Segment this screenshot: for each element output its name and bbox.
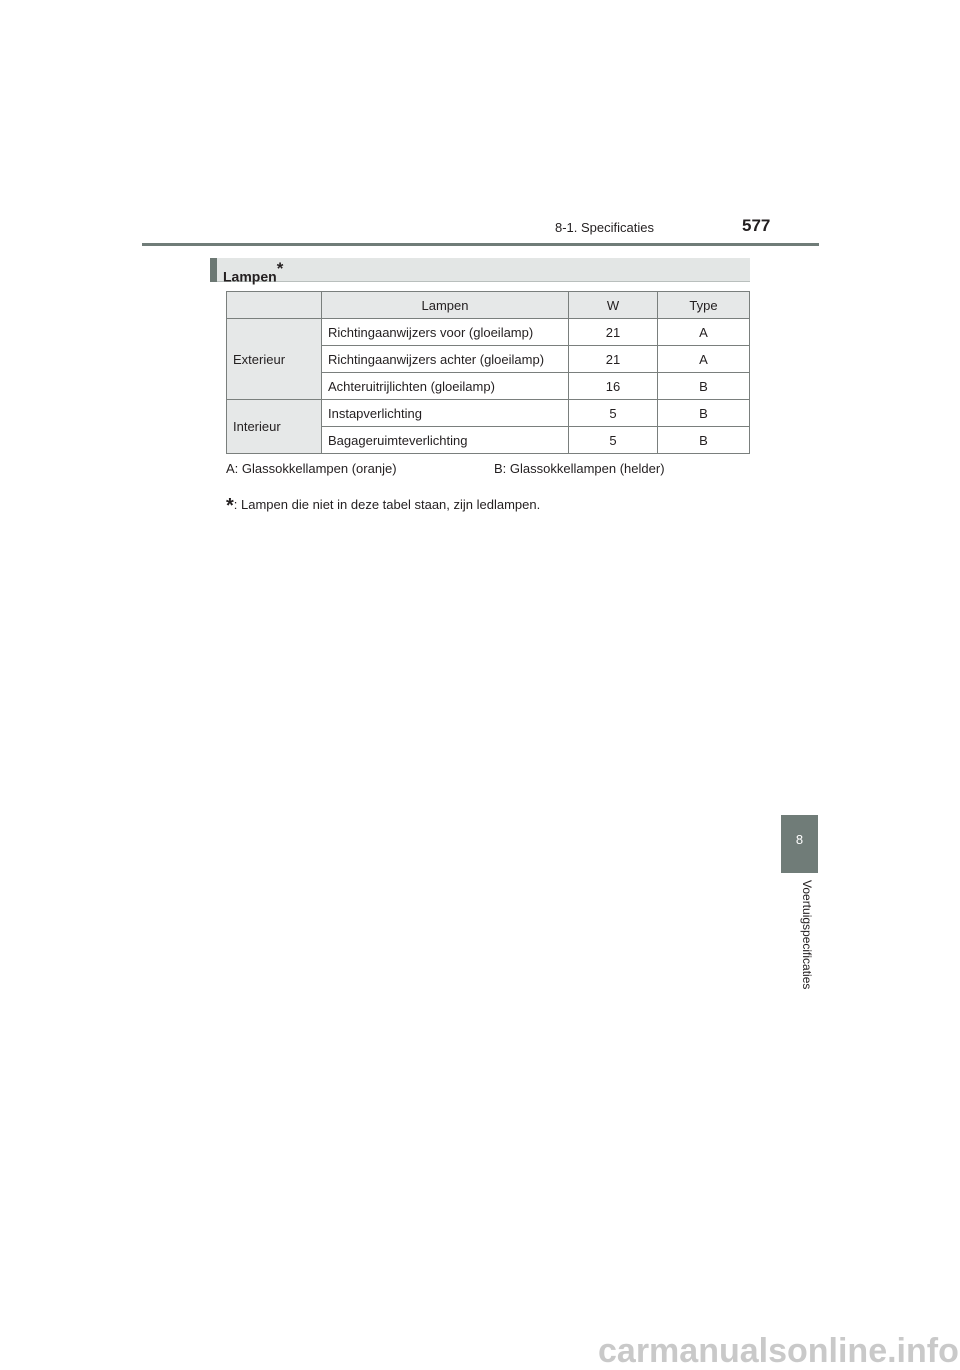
- table-header-cell: Type: [658, 292, 750, 319]
- lamp-cell: Richtingaanwijzers voor (gloeilamp): [322, 319, 569, 346]
- type-cell: B: [658, 373, 750, 400]
- asterisk-icon: *: [276, 259, 284, 278]
- footnote-text: : Lampen die niet in deze tabel staan, zijn ledlampen.: [233, 497, 541, 512]
- table-row: [227, 400, 750, 427]
- group-label-cell: Exterieur: [227, 319, 322, 400]
- header-section-title: 8-1. Specificaties: [555, 220, 654, 235]
- legend-type-a: A: Glassokkellampen (oranje): [226, 461, 397, 476]
- section-title-marker: [210, 258, 217, 282]
- page-number: 577: [742, 216, 771, 235]
- table-header-row: [227, 292, 750, 319]
- watt-cell: 5: [569, 427, 658, 454]
- type-cell: B: [658, 400, 750, 427]
- watt-cell: 21: [569, 319, 658, 346]
- chapter-tab: 8: [781, 815, 818, 873]
- lamp-cell: Richtingaanwijzers achter (gloeilamp): [322, 346, 569, 373]
- footnote: [226, 492, 540, 515]
- section-title-label: Lampen: [223, 268, 277, 285]
- type-cell: A: [658, 346, 750, 373]
- table-row: [227, 319, 750, 346]
- watt-cell: 21: [569, 346, 658, 373]
- group-label-cell: Interieur: [227, 400, 322, 454]
- table-header-cell: Lampen: [322, 292, 569, 319]
- lamp-cell: Instapverlichting: [322, 400, 569, 427]
- watermark: [0, 1332, 960, 1370]
- chapter-name: Voertuigspecificaties: [800, 880, 814, 990]
- lamp-cell: Bagageruimteverlichting: [322, 427, 569, 454]
- watt-cell: 16: [569, 373, 658, 400]
- watt-cell: 5: [569, 400, 658, 427]
- table-header-cell: W: [569, 292, 658, 319]
- type-cell: A: [658, 319, 750, 346]
- legend-type-b: B: Glassokkellampen (helder): [494, 461, 665, 476]
- section-title: [223, 261, 283, 285]
- asterisk-icon: *: [226, 495, 234, 517]
- lamp-cell: Achteruitrijlichten (gloeilamp): [322, 373, 569, 400]
- header-rule: [142, 243, 819, 246]
- table-header-cell: [227, 292, 322, 319]
- section-title-bar: [210, 258, 750, 285]
- type-cell: B: [658, 427, 750, 454]
- watermark-text: carmanualsonline.info: [598, 1332, 959, 1370]
- lamp-table: [226, 291, 750, 454]
